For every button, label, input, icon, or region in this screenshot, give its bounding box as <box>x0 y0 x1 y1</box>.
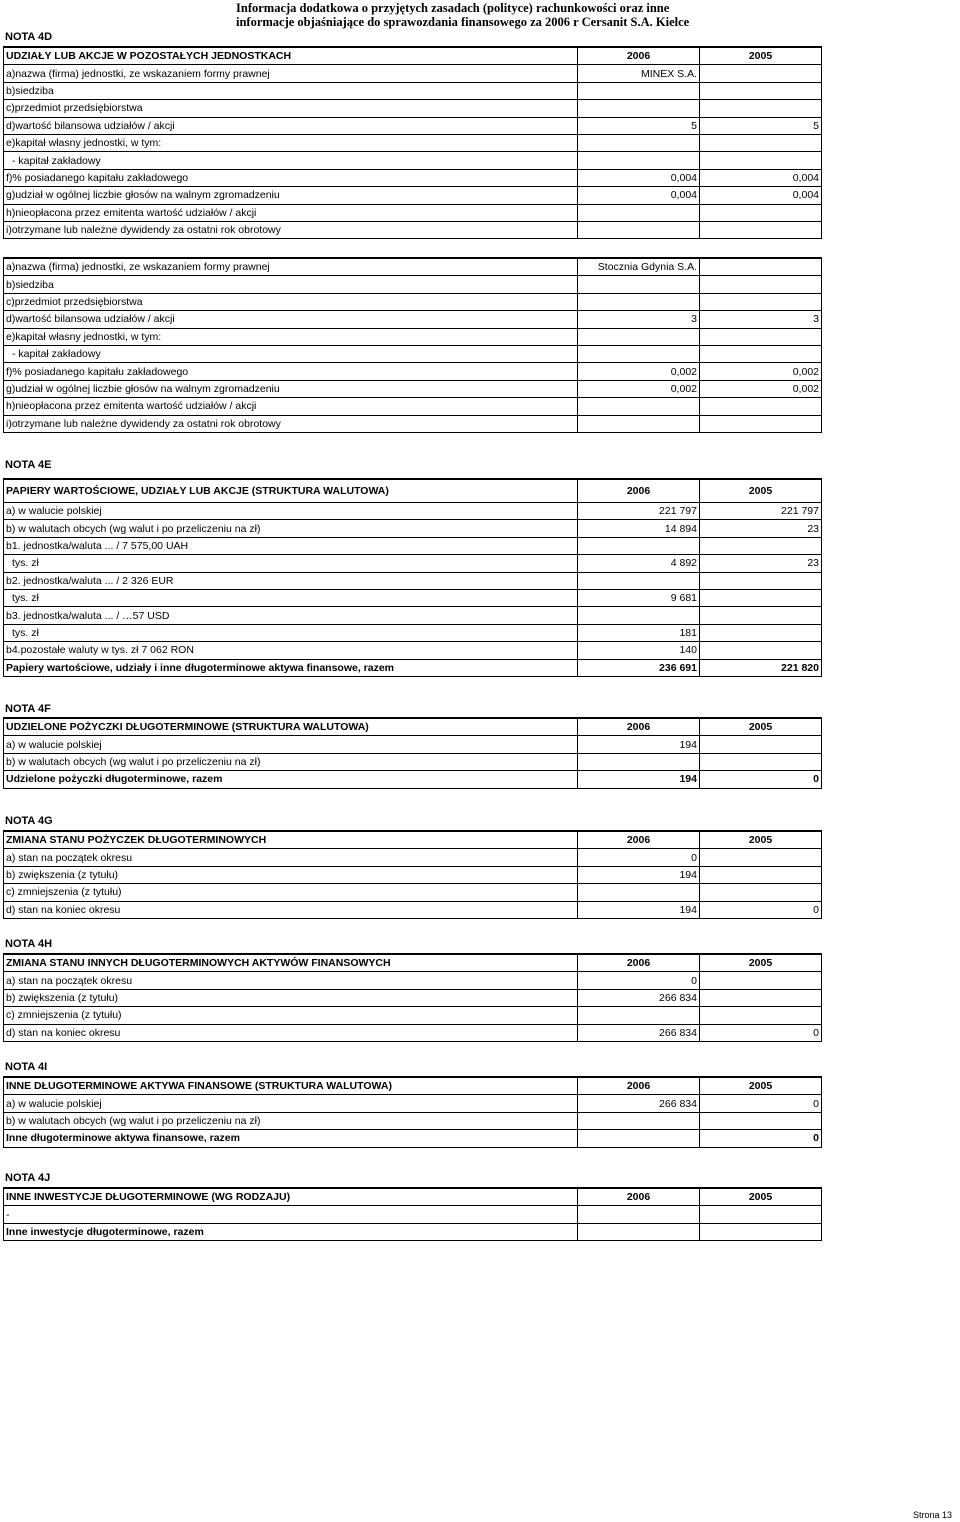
page-number: Strona 13 <box>912 1510 952 1520</box>
value-2005: 23 <box>700 520 822 537</box>
year-2006-header: 2006 <box>578 479 700 503</box>
year-2006-header: 2006 <box>578 718 700 736</box>
value-2005 <box>700 345 822 362</box>
value-2006 <box>578 884 700 901</box>
row-label: f)% posiadanego kapitału zakładowego <box>4 169 578 186</box>
table-row <box>4 1007 822 1024</box>
total-row <box>4 1130 822 1147</box>
value-2006 <box>578 345 700 362</box>
value-2005 <box>700 989 822 1006</box>
value-2006 <box>578 572 700 589</box>
value-2005 <box>700 607 822 624</box>
row-label: d)wartość bilansowa udziałów / akcji <box>4 311 578 328</box>
row-label: tys. zł <box>4 555 578 572</box>
value-2006: 194 <box>578 866 700 883</box>
value-2005 <box>700 624 822 641</box>
row-label: - <box>4 1206 578 1223</box>
total-2005: 0 <box>700 1130 822 1147</box>
table-title: INNE INWESTYCJE DŁUGOTERMINOWE (WG RODZAJU) <box>4 1188 578 1206</box>
value-2006: 9 681 <box>578 589 700 606</box>
row-label: b3. jednostka/waluta ... / …57 USD <box>4 607 578 624</box>
table-row <box>4 884 822 901</box>
row-label: a) stan na początek okresu <box>4 972 578 989</box>
value-2006: 266 834 <box>578 989 700 1006</box>
total-row <box>4 659 822 676</box>
total-2006 <box>578 1130 700 1147</box>
row-label: b) w walutach obcych (wg walut i po przeliczeniu na zł) <box>4 753 578 770</box>
value-2006: 181 <box>578 624 700 641</box>
nota-4i-label: NOTA 4I <box>5 1061 48 1073</box>
row-label: c)przedmiot przedsiębiorstwa <box>4 293 578 310</box>
value-2006 <box>578 100 700 117</box>
table-row <box>4 169 822 186</box>
table-row <box>4 134 822 151</box>
value-2006 <box>578 134 700 151</box>
value-2005 <box>700 82 822 99</box>
table-row <box>4 901 822 918</box>
table-row <box>4 1095 822 1112</box>
value-2005 <box>700 258 822 276</box>
value-2005 <box>700 866 822 883</box>
value-2006 <box>578 398 700 415</box>
value-2006: MINEX S.A. <box>578 65 700 82</box>
row-label: - kapitał zakładowy <box>4 345 578 362</box>
row-label: h)nieopłacona przez emitenta wartość udziałów / akcji <box>4 204 578 221</box>
nota-4d-table <box>3 46 822 239</box>
value-2006: 0,004 <box>578 169 700 186</box>
total-2005: 221 820 <box>700 659 822 676</box>
value-2005 <box>700 572 822 589</box>
value-2006 <box>578 328 700 345</box>
year-2006-header: 2006 <box>578 47 700 65</box>
table-row <box>4 849 822 866</box>
row-label: a) stan na początek okresu <box>4 849 578 866</box>
nota-4h-table <box>3 953 822 1042</box>
row-label: - kapitał zakładowy <box>4 152 578 169</box>
value-2005 <box>700 152 822 169</box>
value-2005 <box>700 849 822 866</box>
table-row <box>4 204 822 221</box>
value-2006: 0 <box>578 972 700 989</box>
value-2005 <box>700 972 822 989</box>
nota-4d-table-2 <box>3 257 822 433</box>
value-2005: 23 <box>700 555 822 572</box>
table-header-row <box>4 47 822 65</box>
table-row <box>4 572 822 589</box>
year-2005-header: 2005 <box>700 1188 822 1206</box>
total-2006: 236 691 <box>578 659 700 676</box>
value-2005: 5 <box>700 117 822 134</box>
value-2006 <box>578 753 700 770</box>
value-2006 <box>578 537 700 554</box>
total-2005 <box>700 1223 822 1240</box>
header-line-1: Informacja dodatkowa o przyjętych zasadach (polityce) rachunkowości oraz inne <box>236 1 670 15</box>
value-2006: 4 892 <box>578 555 700 572</box>
table-row <box>4 520 822 537</box>
row-label: tys. zł <box>4 624 578 641</box>
table-row <box>4 363 822 380</box>
value-2005 <box>700 221 822 238</box>
table-title: UDZIAŁY LUB AKCJE W POZOSTAŁYCH JEDNOSTKACH <box>4 47 578 65</box>
table-row <box>4 258 822 276</box>
year-2006-header: 2006 <box>578 831 700 849</box>
row-label: a) w walucie polskiej <box>4 736 578 753</box>
table-row <box>4 415 822 432</box>
row-label: d) stan na koniec okresu <box>4 901 578 918</box>
table-row <box>4 65 822 82</box>
year-2005-header: 2005 <box>700 47 822 65</box>
nota-4i-table <box>3 1076 822 1148</box>
row-label: b) w walutach obcych (wg walut i po przeliczeniu na zł) <box>4 1112 578 1129</box>
value-2005: 0,004 <box>700 169 822 186</box>
value-2005 <box>700 884 822 901</box>
table-title: INNE DŁUGOTERMINOWE AKTYWA FINANSOWE (STRUKTURA WALUTOWA) <box>4 1077 578 1095</box>
nota-4j-label: NOTA 4J <box>5 1172 51 1184</box>
value-2006 <box>578 204 700 221</box>
row-label: c) zmniejszenia (z tytułu) <box>4 884 578 901</box>
value-2005: 0,004 <box>700 187 822 204</box>
value-2006: 5 <box>578 117 700 134</box>
table-row <box>4 187 822 204</box>
total-label: Udzielone pożyczki długoterminowe, razem <box>4 771 578 788</box>
nota-4f-table <box>3 717 822 789</box>
table-header-row <box>4 954 822 972</box>
value-2005 <box>700 100 822 117</box>
nota-4d-label: NOTA 4D <box>5 31 53 43</box>
row-label: i)otrzymane lub należne dywidendy za ostatni rok obrotowy <box>4 415 578 432</box>
table-row <box>4 328 822 345</box>
row-label: d)wartość bilansowa udziałów / akcji <box>4 117 578 134</box>
table-title: ZMIANA STANU INNYCH DŁUGOTERMINOWYCH AKTYWÓW FINANSOWYCH <box>4 954 578 972</box>
table-row <box>4 866 822 883</box>
value-2006 <box>578 607 700 624</box>
value-2006: 194 <box>578 736 700 753</box>
value-2005: 221 797 <box>700 503 822 520</box>
table-row <box>4 607 822 624</box>
total-2005: 0 <box>700 771 822 788</box>
value-2006 <box>578 1007 700 1024</box>
table-row <box>4 989 822 1006</box>
nota-4j-table <box>3 1187 822 1241</box>
table-row <box>4 503 822 520</box>
nota-4g-label: NOTA 4G <box>5 815 53 827</box>
table-row <box>4 276 822 293</box>
row-label: f)% posiadanego kapitału zakładowego <box>4 363 578 380</box>
year-2005-header: 2005 <box>700 718 822 736</box>
value-2005: 0 <box>700 1095 822 1112</box>
row-label: d) stan na koniec okresu <box>4 1024 578 1041</box>
table-row <box>4 380 822 397</box>
row-label: g)udział w ogólnej liczbie głosów na walnym zgromadzeniu <box>4 187 578 204</box>
nota-4e-label: NOTA 4E <box>5 459 52 471</box>
total-label: Papiery wartościowe, udziały i inne długoterminowe aktywa finansowe, razem <box>4 659 578 676</box>
value-2006: 221 797 <box>578 503 700 520</box>
total-2006: 194 <box>578 771 700 788</box>
table-row <box>4 589 822 606</box>
row-label: b4.pozostałe waluty w tys. zł 7 062 RON <box>4 642 578 659</box>
row-label: tys. zł <box>4 589 578 606</box>
value-2005 <box>700 736 822 753</box>
value-2005: 0 <box>700 1024 822 1041</box>
table-row <box>4 117 822 134</box>
value-2006 <box>578 1112 700 1129</box>
value-2005 <box>700 204 822 221</box>
value-2006: 0,002 <box>578 380 700 397</box>
row-label: b2. jednostka/waluta ... / 2 326 EUR <box>4 572 578 589</box>
table-header-row <box>4 479 822 503</box>
row-label: e)kapitał własny jednostki, w tym: <box>4 328 578 345</box>
year-2005-header: 2005 <box>700 954 822 972</box>
table-row <box>4 293 822 310</box>
total-row <box>4 1223 822 1240</box>
value-2006: 266 834 <box>578 1095 700 1112</box>
nota-4e-table <box>3 478 822 677</box>
table-row <box>4 736 822 753</box>
table-row <box>4 753 822 770</box>
value-2005: 0,002 <box>700 363 822 380</box>
value-2006: 0 <box>578 849 700 866</box>
value-2006: 14 894 <box>578 520 700 537</box>
value-2005 <box>700 293 822 310</box>
value-2005 <box>700 276 822 293</box>
row-label: a)nazwa (firma) jednostki, ze wskazaniem formy prawnej <box>4 65 578 82</box>
row-label: g)udział w ogólnej liczbie głosów na walnym zgromadzeniu <box>4 380 578 397</box>
year-2006-header: 2006 <box>578 1077 700 1095</box>
value-2005 <box>700 65 822 82</box>
row-label: c)przedmiot przedsiębiorstwa <box>4 100 578 117</box>
table-row <box>4 345 822 362</box>
header-line-2: informacje objaśniające do sprawozdania finansowego za 2006 r Cersanit S.A. Kielce <box>236 15 690 29</box>
table-row <box>4 642 822 659</box>
row-label: c) zmniejszenia (z tytułu) <box>4 1007 578 1024</box>
table-row <box>4 221 822 238</box>
value-2006: 266 834 <box>578 1024 700 1041</box>
table-header-row <box>4 1188 822 1206</box>
row-label: a) w walucie polskiej <box>4 503 578 520</box>
table-header-row <box>4 1077 822 1095</box>
row-label: b)siedziba <box>4 82 578 99</box>
total-2006 <box>578 1223 700 1240</box>
table-header-row <box>4 718 822 736</box>
value-2006 <box>578 1206 700 1223</box>
year-2005-header: 2005 <box>700 479 822 503</box>
row-label: b) w walutach obcych (wg walut i po przeliczeniu na zł) <box>4 520 578 537</box>
value-2005 <box>700 589 822 606</box>
year-2005-header: 2005 <box>700 831 822 849</box>
value-2005 <box>700 398 822 415</box>
document-header <box>236 1 689 29</box>
row-label: b) zwiększenia (z tytułu) <box>4 866 578 883</box>
table-row <box>4 1112 822 1129</box>
table-header-row <box>4 831 822 849</box>
value-2005 <box>700 753 822 770</box>
year-2006-header: 2006 <box>578 954 700 972</box>
total-label: Inne długoterminowe aktywa finansowe, razem <box>4 1130 578 1147</box>
value-2006 <box>578 276 700 293</box>
value-2005 <box>700 134 822 151</box>
year-2006-header: 2006 <box>578 1188 700 1206</box>
nota-4g-table <box>3 830 822 919</box>
row-label: a) w walucie polskiej <box>4 1095 578 1112</box>
value-2006 <box>578 152 700 169</box>
row-label: a)nazwa (firma) jednostki, ze wskazaniem formy prawnej <box>4 258 578 276</box>
row-label: h)nieopłacona przez emitenta wartość udziałów / akcji <box>4 398 578 415</box>
value-2006: 0,004 <box>578 187 700 204</box>
table-title: PAPIERY WARTOŚCIOWE, UDZIAŁY LUB AKCJE (STRUKTURA WALUTOWA) <box>4 479 578 503</box>
table-row <box>4 152 822 169</box>
row-label: i)otrzymane lub należne dywidendy za ostatni rok obrotowy <box>4 221 578 238</box>
total-label: Inne inwestycje długoterminowe, razem <box>4 1223 578 1240</box>
value-2005 <box>700 328 822 345</box>
total-row <box>4 771 822 788</box>
value-2005 <box>700 537 822 554</box>
value-2006 <box>578 293 700 310</box>
value-2006 <box>578 82 700 99</box>
value-2005 <box>700 415 822 432</box>
row-label: b1. jednostka/waluta ... / 7 575,00 UAH <box>4 537 578 554</box>
value-2006: 140 <box>578 642 700 659</box>
table-title: UDZIELONE POŻYCZKI DŁUGOTERMINOWE (STRUKTURA WALUTOWA) <box>4 718 578 736</box>
table-row <box>4 398 822 415</box>
row-label: e)kapitał własny jednostki, w tym: <box>4 134 578 151</box>
table-row <box>4 100 822 117</box>
table-row <box>4 624 822 641</box>
row-label: b) zwiększenia (z tytułu) <box>4 989 578 1006</box>
table-row <box>4 1206 822 1223</box>
table-row <box>4 537 822 554</box>
value-2005: 3 <box>700 311 822 328</box>
value-2006 <box>578 415 700 432</box>
table-row <box>4 1024 822 1041</box>
value-2006: Stocznia Gdynia S.A. <box>578 258 700 276</box>
value-2005 <box>700 1206 822 1223</box>
nota-4h-label: NOTA 4H <box>5 938 53 950</box>
row-label: b)siedziba <box>4 276 578 293</box>
value-2005: 0,002 <box>700 380 822 397</box>
table-row <box>4 555 822 572</box>
table-row <box>4 82 822 99</box>
value-2006: 0,002 <box>578 363 700 380</box>
value-2005: 0 <box>700 901 822 918</box>
table-title: ZMIANA STANU POŻYCZEK DŁUGOTERMINOWYCH <box>4 831 578 849</box>
value-2005 <box>700 1007 822 1024</box>
year-2005-header: 2005 <box>700 1077 822 1095</box>
table-row <box>4 311 822 328</box>
value-2006: 194 <box>578 901 700 918</box>
nota-4f-label: NOTA 4F <box>5 703 51 715</box>
value-2006 <box>578 221 700 238</box>
value-2005 <box>700 1112 822 1129</box>
table-row <box>4 972 822 989</box>
value-2006: 3 <box>578 311 700 328</box>
value-2005 <box>700 642 822 659</box>
